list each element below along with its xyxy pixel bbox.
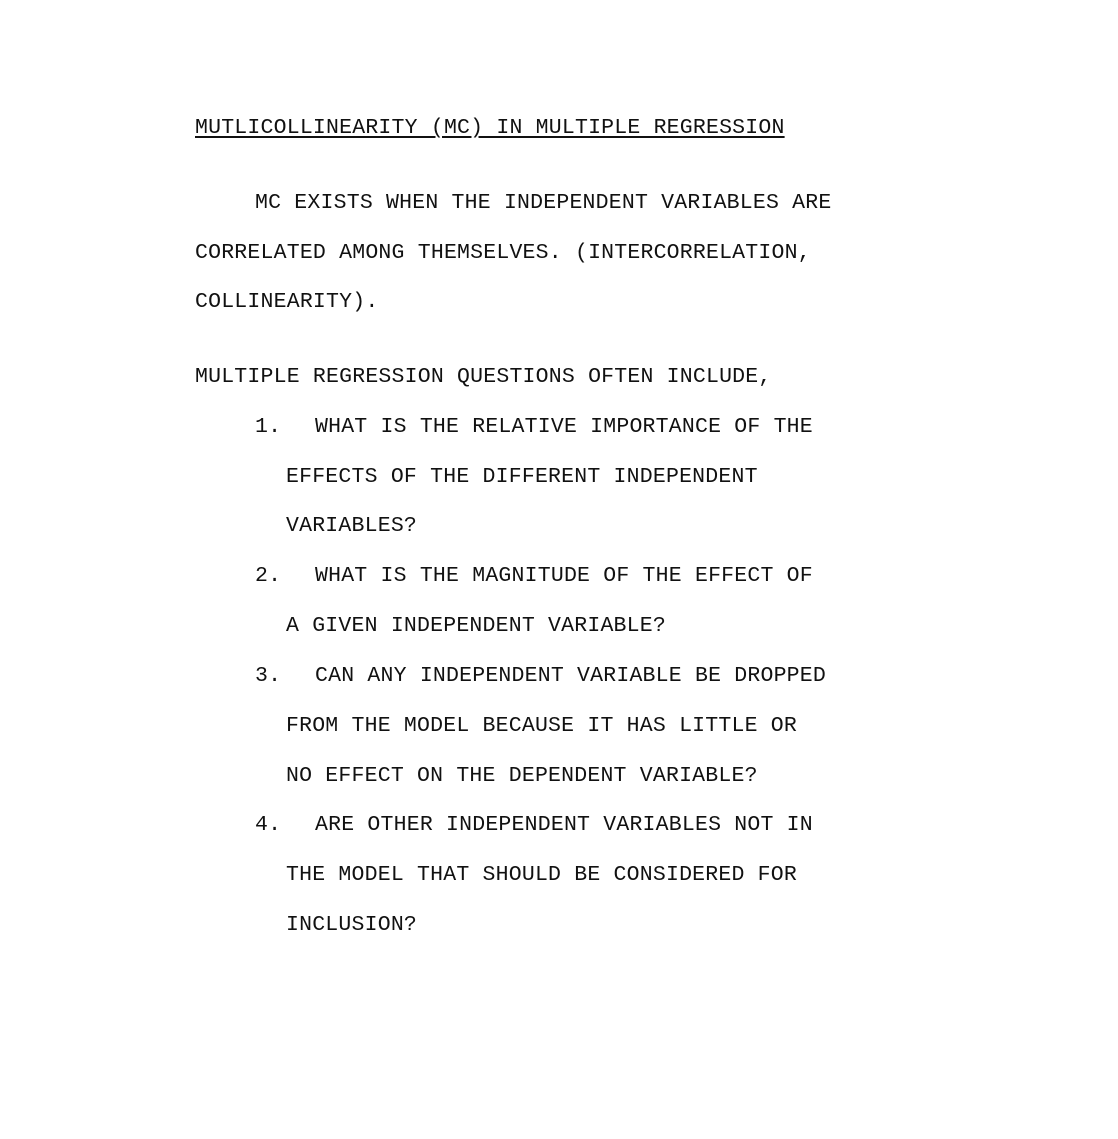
intro-line: CORRELATED AMONG THEMSELVES. (INTERCORRELATION, xyxy=(195,241,811,265)
question-text-line: THE MODEL THAT SHOULD BE CONSIDERED FOR xyxy=(286,863,797,887)
question-text-line: CAN ANY INDEPENDENT VARIABLE BE DROPPED xyxy=(315,664,826,688)
question-text-line: VARIABLES? xyxy=(286,514,418,538)
questions-heading: MULTIPLE REGRESSION QUESTIONS OFTEN INCLUDE, xyxy=(195,365,772,389)
question-number: 4. xyxy=(255,813,282,837)
question-text-line: A GIVEN INDEPENDENT VARIABLE? xyxy=(286,614,666,638)
question-number: 2. xyxy=(255,564,282,588)
question-text-line: NO EFFECT ON THE DEPENDENT VARIABLE? xyxy=(286,764,758,788)
question-text-line: EFFECTS OF THE DIFFERENT INDEPENDENT xyxy=(286,465,758,489)
question-text-line: INCLUSION? xyxy=(286,913,418,937)
intro-line: MC EXISTS WHEN THE INDEPENDENT VARIABLES ARE xyxy=(255,191,832,215)
question-text-line: FROM THE MODEL BECAUSE IT HAS LITTLE OR xyxy=(286,714,797,738)
page-title: MUTLICOLLINEARITY (MC) IN MULTIPLE REGRESSION xyxy=(195,116,785,140)
question-number: 1. xyxy=(255,415,282,439)
question-text-line: ARE OTHER INDEPENDENT VARIABLES NOT IN xyxy=(315,813,813,837)
question-text-line: WHAT IS THE MAGNITUDE OF THE EFFECT OF xyxy=(315,564,813,588)
question-text-line: WHAT IS THE RELATIVE IMPORTANCE OF THE xyxy=(315,415,813,439)
intro-line: COLLINEARITY). xyxy=(195,290,379,314)
question-number: 3. xyxy=(255,664,282,688)
